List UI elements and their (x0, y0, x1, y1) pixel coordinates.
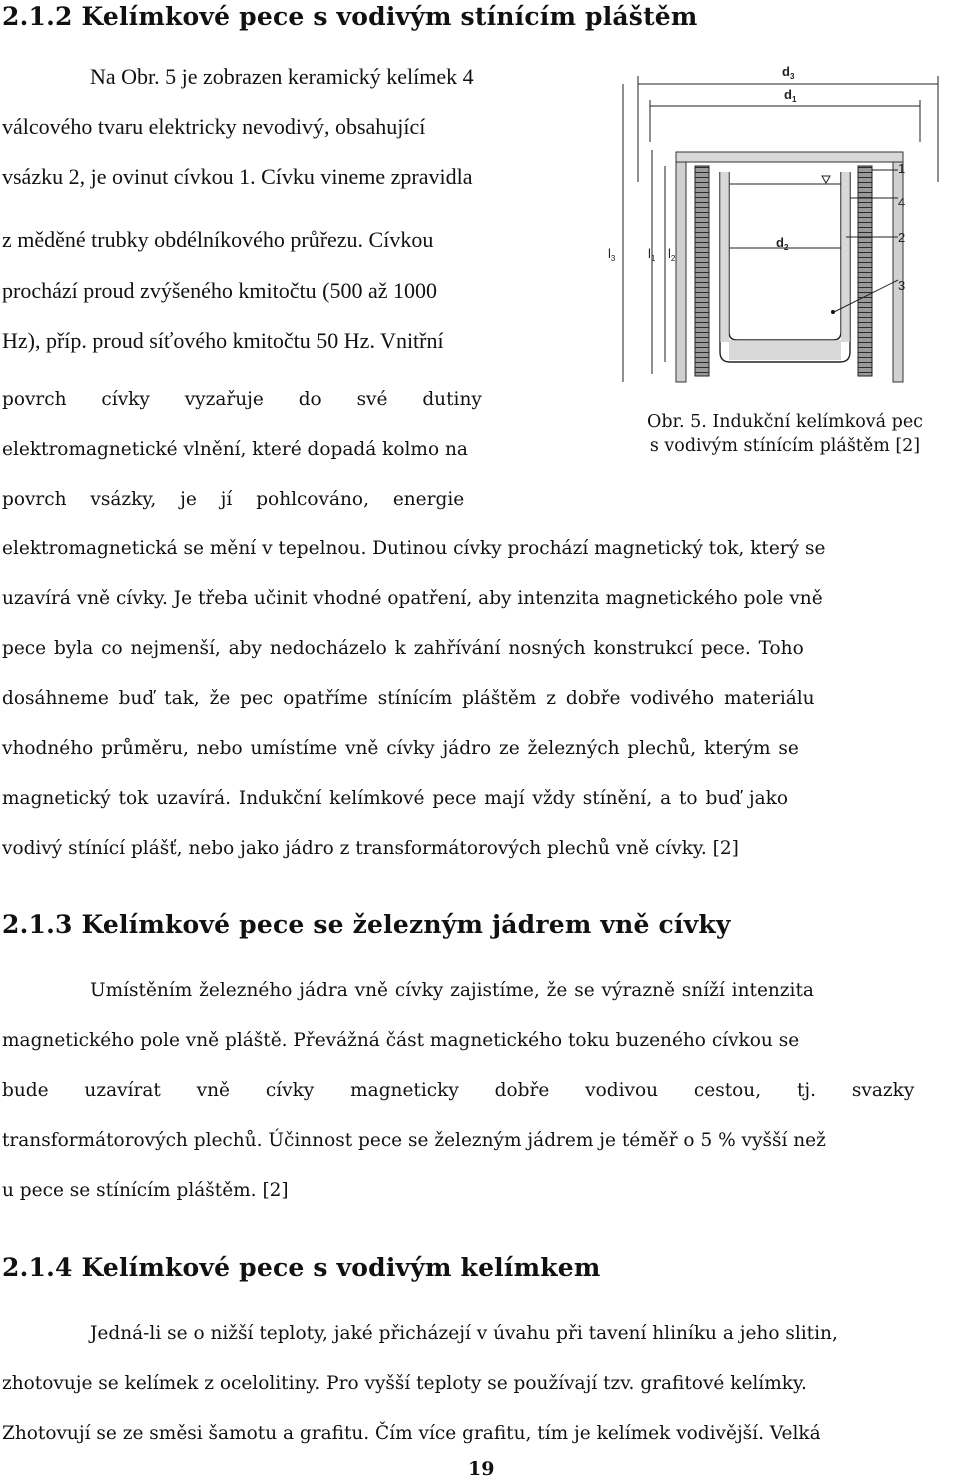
furnace-diagram (600, 62, 946, 392)
paragraph-line: u pece se stínícím pláštěm. [2] (2, 1180, 289, 1201)
paragraph-line: dosáhneme buď tak, že pec opatříme stínícím pláštěm z dobře vodivého materiálu (2, 688, 815, 709)
paragraph-line: Zhotovují se ze směsi šamotu a grafitu. Čím více grafitu, tím je kelímek vodivější. Velká (2, 1423, 821, 1444)
label-3: 3 (898, 278, 906, 293)
paragraph-line: zhotovuje se kelímek z ocelolitiny. Pro vyšší teploty se používají tzv. grafitové kelímky. (2, 1373, 807, 1394)
figure-crucible-furnace (600, 62, 946, 392)
paragraph-line: bude uzavírat vně cívky magneticky dobře vodivou cestou, tj. svazky (2, 1080, 915, 1101)
caption-line: Obr. 5. Indukční kelímková pec (646, 412, 923, 432)
label-l1: $l_1$ (648, 246, 656, 263)
paragraph-line: magnetického pole vně pláště. Převážná část magnetického toku buzeného cívkou se (2, 1030, 800, 1051)
paragraph-line: Jedná-li se o nižší teploty, jaké přicházejí v úvahu při tavení hliníku a jeho slitin, (90, 1323, 838, 1344)
paragraph-line: prochází proud zvýšeného kmitočtu (500 až 1000 (2, 278, 437, 303)
section-heading-2-1-3: 2.1.3 Kelímkové pece se železným jádrem vně cívky (2, 910, 731, 939)
section-heading-2-1-4: 2.1.4 Kelímkové pece s vodivým kelímkem (2, 1253, 601, 1282)
label-2: 2 (898, 230, 906, 245)
label-4: 4 (898, 195, 906, 210)
label-d2: $d_2$ (776, 235, 789, 252)
paragraph-line: transformátorových plechů. Účinnost pece se železným jádrem je téměř o 5 % vyšší než (2, 1130, 826, 1151)
paragraph-line: pece byla co nejmenší, aby nedocházelo k zahřívání nosných konstrukcí pece. Toho (2, 638, 804, 659)
paragraph-line: z měděné trubky obdélníkového průřezu. Cívkou (2, 227, 434, 252)
paragraph-line: magnetický tok uzavírá. Indukční kelímkové pece mají vždy stínění, a to buď jako (2, 788, 789, 809)
paragraph-line: vhodného průměru, nebo umístíme vně cívky jádro ze železných plechů, kterým se (2, 738, 799, 759)
page-number: 19 (468, 1458, 495, 1480)
section-heading-2-1-2: 2.1.2 Kelímkové pece s vodivým stínícím pláštěm (2, 2, 698, 31)
label-1: 1 (898, 161, 906, 176)
paragraph-line: elektromagnetická se mění v tepelnou. Dutinou cívky prochází magnetický tok, který se (2, 538, 826, 559)
paragraph-line: povrch vsázky, je jí pohlcováno, energie (2, 489, 465, 510)
paragraph-line: uzavírá vně cívky. Je třeba učinit vhodné opatření, aby intenzita magnetického pole vně (2, 588, 823, 609)
paragraph-line: Umístěním železného jádra vně cívky zajistíme, že se výrazně sníží intenzita (90, 980, 814, 1001)
label-l2: $l_2$ (668, 246, 676, 263)
label-d1: $d_1$ (784, 87, 797, 104)
paragraph-line: Na Obr. 5 je zobrazen keramický kelímek 4 (90, 64, 474, 89)
caption-line: s vodivým stínícím pláštěm [2] (649, 436, 921, 456)
paragraph-line: Hz), příp. proud síťového kmitočtu 50 Hz. Vnitřní (2, 328, 444, 353)
paragraph-line: válcového tvaru elektricky nevodivý, obsahující (2, 114, 426, 139)
paragraph-line: vsázku 2, je ovinut cívkou 1. Cívku vineme zpravidla (2, 164, 473, 189)
label-l3: $l_3$ (608, 246, 616, 263)
paragraph-line: povrch cívky vyzařuje do své dutiny (2, 389, 482, 410)
paragraph-line: elektromagnetické vlnění, které dopadá kolmo na (2, 439, 468, 460)
figure-caption (622, 412, 948, 456)
label-d3: $d_3$ (782, 64, 795, 81)
paragraph-line: vodivý stínící plášť, nebo jako jádro z transformátorových plechů vně cívky. [2] (2, 838, 739, 859)
